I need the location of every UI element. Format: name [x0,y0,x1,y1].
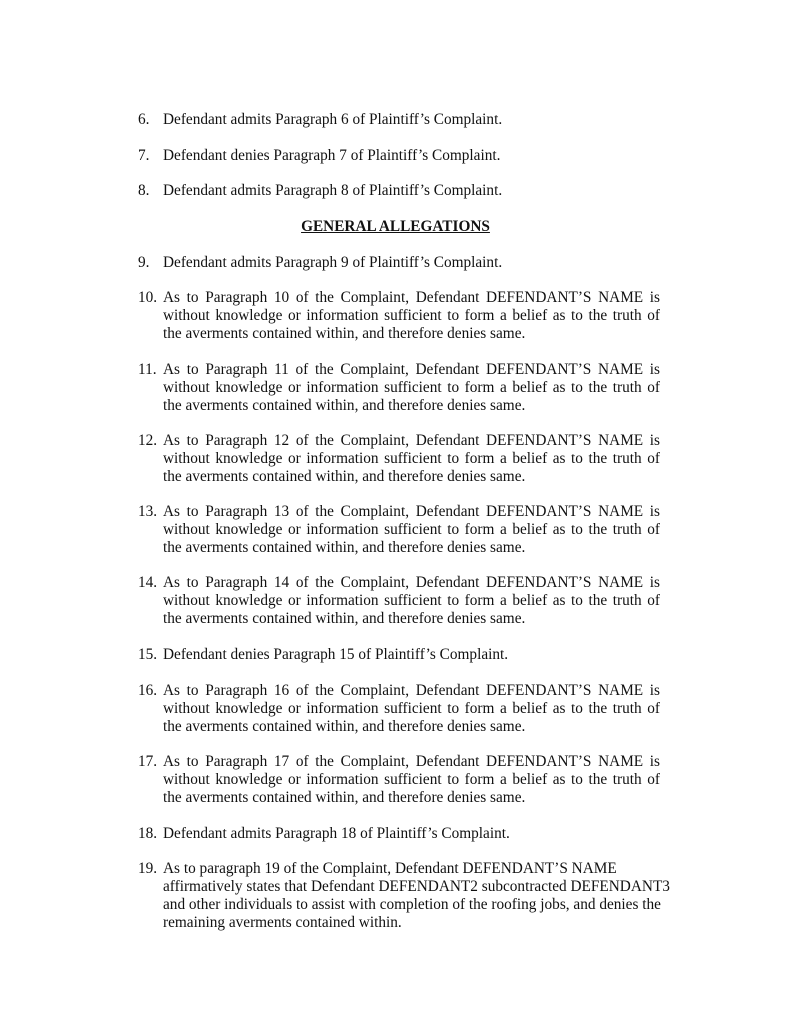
paragraph-line: As to Paragraph 12 of the Complaint, Defendant DEFENDANT’S NAME is [163,432,660,449]
paragraph-6 [138,111,660,129]
paragraph-number: 15. [138,646,158,663]
paragraph-line: Defendant denies Paragraph 7 of Plaintiff’s Complaint. [163,147,501,164]
paragraph-15 [138,646,660,664]
paragraph-line: the averments contained within, and therefore denies same. [163,789,526,806]
paragraph-line: without knowledge or information sufficient to form a belief as to the truth of [163,521,660,538]
paragraph-line: Defendant admits Paragraph 8 of Plaintiff’s Complaint. [163,182,503,199]
paragraph-line: the averments contained within, and therefore denies same. [163,539,526,556]
paragraph-line: without knowledge or information sufficient to form a belief as to the truth of [163,592,660,609]
paragraph-17 [138,753,660,807]
paragraph-number: 8. [138,182,150,199]
paragraph-9 [138,254,660,272]
paragraph-number: 14. [138,574,158,591]
section-heading: GENERAL ALLEGATIONS [301,218,490,235]
paragraph-number: 9. [138,254,150,271]
paragraph-line: and other individuals to assist with completion of the roofing jobs, and denies the [163,896,661,913]
paragraph-line: As to Paragraph 11 of the Complaint, Defendant DEFENDANT’S NAME is [163,361,660,378]
paragraph-line: the averments contained within, and therefore denies same. [163,610,526,627]
paragraph-number: 16. [138,682,158,699]
paragraph-line: As to Paragraph 17 of the Complaint, Defendant DEFENDANT’S NAME is [163,753,660,770]
paragraph-number: 10. [138,289,158,306]
paragraph-8 [138,182,660,200]
paragraph-14 [138,574,660,628]
paragraph-line: Defendant admits Paragraph 6 of Plaintiff’s Complaint. [163,111,503,128]
paragraph-line: As to Paragraph 13 of the Complaint, Defendant DEFENDANT’S NAME is [163,503,660,520]
paragraph-11 [138,361,660,415]
paragraph-line: Defendant admits Paragraph 9 of Plaintiff’s Complaint. [163,254,503,271]
paragraph-number: 18. [138,825,158,842]
paragraph-12 [138,432,660,486]
paragraph-16 [138,682,660,736]
paragraph-line: the averments contained within, and therefore denies same. [163,325,526,342]
paragraph-line: without knowledge or information sufficient to form a belief as to the truth of [163,700,660,717]
paragraph-line: without knowledge or information sufficient to form a belief as to the truth of [163,307,660,324]
paragraph-line: Defendant denies Paragraph 15 of Plaintiff’s Complaint. [163,646,509,663]
paragraph-number: 19. [138,860,158,877]
paragraph-line: the averments contained within, and therefore denies same. [163,468,526,485]
paragraph-number: 13. [138,503,158,520]
paragraph-number: 11. [138,361,157,378]
paragraph-line: As to Paragraph 14 of the Complaint, Defendant DEFENDANT’S NAME is [163,574,660,591]
paragraph-10 [138,289,660,343]
paragraph-number: 6. [138,111,150,128]
paragraph-13 [138,503,660,557]
paragraph-line: without knowledge or information sufficient to form a belief as to the truth of [163,771,660,788]
paragraph-line: As to paragraph 19 of the Complaint, Defendant DEFENDANT’S NAME [163,860,617,877]
paragraph-line: As to Paragraph 10 of the Complaint, Defendant DEFENDANT’S NAME is [163,289,660,306]
paragraph-line: As to Paragraph 16 of the Complaint, Defendant DEFENDANT’S NAME is [163,682,660,699]
paragraph-line: affirmatively states that Defendant DEFENDANT2 subcontracted DEFENDANT3 [163,878,670,895]
paragraph-line: the averments contained within, and therefore denies same. [163,718,526,735]
paragraph-18 [138,825,660,843]
paragraph-19 [138,860,672,932]
paragraph-line: without knowledge or information sufficient to form a belief as to the truth of [163,379,660,396]
paragraph-7 [138,147,660,165]
paragraph-line: without knowledge or information sufficient to form a belief as to the truth of [163,450,660,467]
paragraph-line: the averments contained within, and therefore denies same. [163,397,526,414]
paragraph-line: remaining averments contained within. [163,914,402,931]
paragraph-number: 17. [138,753,158,770]
paragraph-number: 7. [138,147,150,164]
paragraph-line: Defendant admits Paragraph 18 of Plaintiff’s Complaint. [163,825,510,842]
paragraph-number: 12. [138,432,158,449]
